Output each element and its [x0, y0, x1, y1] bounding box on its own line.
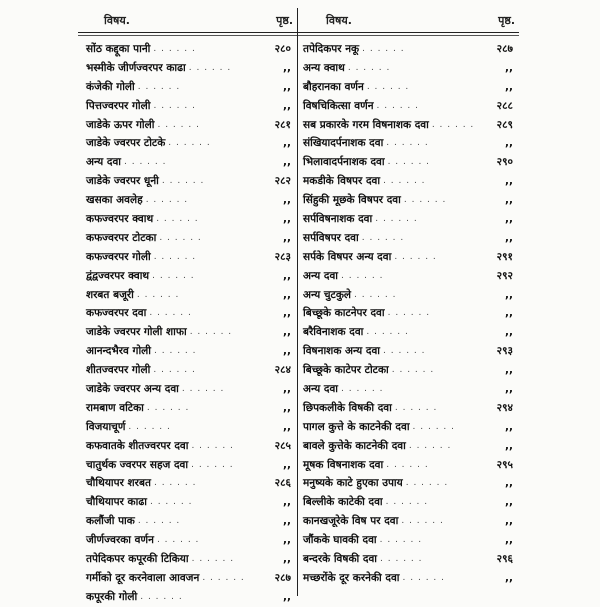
- entry-page-number: ,,: [283, 80, 291, 93]
- entry-title: रामबाण वटिका: [86, 401, 144, 414]
- leader-dots: . . . . . .: [380, 554, 423, 565]
- entry-title: कफज्वरपर गोली: [86, 250, 151, 263]
- entry-page-number: ,,: [505, 326, 513, 339]
- index-entry: [78, 512, 297, 531]
- right-page-header: पृष्ठ.: [498, 14, 515, 27]
- entry-title: बरैविनाशक दवा: [303, 326, 364, 339]
- index-entry: [78, 116, 297, 135]
- entry-title: बन्दरके विषकी दवा: [303, 553, 378, 566]
- index-entry: [300, 323, 519, 342]
- right-column: [300, 8, 519, 596]
- entry-page-number: ,,: [283, 194, 291, 207]
- entry-title: जीर्णज्वरका वर्णन: [86, 534, 154, 547]
- entry-title: भिलावादर्पनाशक दवा: [303, 156, 385, 169]
- entry-page-number: ,,: [505, 307, 513, 320]
- entry-title: तपेदिकपर नकू: [303, 42, 360, 55]
- leader-dots: . . . . . .: [386, 459, 429, 470]
- leader-dots: . . . . . .: [386, 138, 429, 149]
- index-entry: [300, 286, 519, 305]
- entry-page-number: ,,: [283, 345, 291, 358]
- leader-dots: . . . . . .: [161, 176, 205, 187]
- leader-dots: . . . . . .: [408, 440, 452, 451]
- entry-page-number: २८७: [496, 42, 513, 55]
- leader-dots: . . . . . .: [403, 195, 447, 206]
- entry-title: सर्पविषनाशक दवा: [303, 213, 373, 225]
- leader-dots: . . . . . .: [149, 497, 193, 508]
- leader-dots: . . . . . .: [156, 214, 199, 224]
- leader-dots: . . . . . .: [188, 62, 232, 73]
- entry-title: शरबत बजूरी: [86, 288, 134, 301]
- entry-page-number: ,,: [505, 364, 513, 377]
- index-entry: [78, 134, 297, 153]
- index-entry: [300, 267, 519, 286]
- index-entry: [300, 342, 519, 361]
- entry-page-number: ,,: [505, 231, 513, 244]
- index-entry: [78, 40, 297, 59]
- entry-title: पागल कुत्ते के काटनेकी दवा: [303, 420, 410, 433]
- entry-title: शीतज्वरपर गोली: [86, 364, 151, 377]
- index-entry: [300, 97, 519, 116]
- leader-dots: . . . . . .: [394, 251, 437, 262]
- leader-dots: . . . . . .: [354, 289, 397, 300]
- leader-dots: . . . . . .: [366, 81, 410, 92]
- entry-title: बौहरानका वर्णन: [303, 80, 364, 93]
- index-entry: [300, 361, 519, 380]
- entry-title: द्वंद्वज्वरपर क्वाथ: [86, 269, 150, 282]
- entry-page-number: २८६: [274, 477, 291, 490]
- index-entry: [300, 512, 519, 531]
- index-entry: [300, 134, 519, 153]
- entry-title: जौंकके घावकी दवा: [303, 534, 377, 547]
- entry-page-number: ,,: [283, 401, 291, 414]
- entry-page-number: ,,: [505, 439, 513, 452]
- leader-dots: . . . . . .: [383, 176, 426, 187]
- entry-page-number: २९०: [496, 156, 513, 169]
- entry-title: कानखजूरेके विष पर दवा: [303, 515, 399, 528]
- index-entry: [300, 153, 519, 172]
- index-entry: [78, 418, 297, 437]
- index-entry: [78, 59, 297, 78]
- entry-title: अन्य दवा: [303, 269, 338, 282]
- entry-title: सर्पके विषपर अन्य दवा: [303, 250, 392, 263]
- index-entry: [78, 569, 297, 588]
- column-divider: [297, 8, 298, 596]
- entry-title: बिच्छूके काटनेपर दवा: [303, 307, 385, 320]
- entry-page-number: ,,: [283, 307, 291, 320]
- entry-page-number: २८८: [496, 99, 513, 112]
- index-entry: [78, 78, 297, 97]
- leader-dots: . . . . . .: [394, 402, 438, 413]
- index-entry: [78, 304, 297, 323]
- entry-title: विषचिकित्सा वर्णन: [303, 99, 374, 112]
- entry-page-number: ,,: [283, 553, 291, 566]
- index-entry: [78, 588, 297, 607]
- leader-dots: . . . . . .: [191, 440, 234, 451]
- leader-dots: . . . . . .: [168, 138, 211, 149]
- left-subject-header: विषय.: [104, 14, 130, 27]
- entry-page-number: ,,: [505, 194, 513, 207]
- leader-dots: . . . . . .: [383, 346, 426, 357]
- entry-page-number: ,,: [283, 156, 291, 169]
- leader-dots: . . . . . .: [402, 572, 446, 583]
- leader-dots: . . . . . .: [189, 327, 233, 338]
- index-entry: [300, 531, 519, 550]
- index-entry: [78, 267, 297, 286]
- leader-dots: . . . . . .: [412, 421, 456, 432]
- leader-dots: . . . . . .: [145, 195, 189, 206]
- leader-dots: . . . . . .: [153, 251, 197, 262]
- entry-title: मनुष्यके काटे हुएका उपाय: [303, 477, 403, 490]
- entry-page-number: ,,: [505, 534, 513, 547]
- entry-page-number: ,,: [283, 590, 291, 603]
- entry-title: संखियादर्पनाशक दवा: [303, 137, 384, 150]
- entry-page-number: ,,: [283, 137, 291, 150]
- index-entry: [78, 474, 297, 493]
- entry-title: कफवातके शीतज्वरपर दवा: [86, 439, 189, 452]
- index-entry: [300, 229, 519, 248]
- entry-page-number: २९२: [496, 269, 513, 282]
- index-entry: [78, 380, 297, 399]
- entry-title: कपूरकी गोली: [86, 590, 138, 603]
- entry-title: कफज्वरपर क्वाथ: [86, 213, 154, 225]
- entry-page-number: ,,: [505, 496, 513, 509]
- leader-dots: . . . . . .: [153, 100, 196, 111]
- leader-dots: . . . . . .: [149, 308, 192, 319]
- entry-page-number: ,,: [283, 213, 291, 225]
- entry-page-number: २८९: [496, 118, 513, 131]
- index-page: [78, 8, 519, 603]
- index-entry: [300, 437, 519, 456]
- entry-page-number: ,,: [505, 383, 513, 396]
- entry-title: विजयाचूर्ण: [86, 420, 126, 433]
- entry-title: जाडेके ज्वरपर टोटके: [86, 137, 166, 150]
- leader-dots: . . . . . .: [431, 119, 475, 130]
- entry-page-number: २९३: [496, 345, 513, 358]
- entry-title: सोंठ कद्दूका पानी: [86, 42, 151, 55]
- entry-page-number: २८४: [274, 364, 291, 377]
- entry-page-number: २८०: [274, 42, 291, 55]
- entry-title: तपेदिकपर कपूरकी टिकिया: [86, 553, 189, 566]
- index-entry: [300, 380, 519, 399]
- entry-title: कंजेकी गोली: [86, 80, 135, 93]
- entry-page-number: ,,: [283, 231, 291, 244]
- entry-title: भस्मीके जीर्णज्वरपर काढा: [86, 61, 186, 74]
- entry-page-number: ,,: [283, 269, 291, 282]
- index-entry: [78, 399, 297, 418]
- index-entry: [300, 569, 519, 588]
- entry-title: जाडेके ज्वरपर गोली शाफा: [86, 326, 187, 339]
- index-entry: [78, 286, 297, 305]
- entry-title: चौथियापर शरबत: [86, 477, 151, 490]
- entry-title: गर्मीको दूर करनेवाला आवजन: [86, 571, 200, 584]
- leader-dots: . . . . . .: [387, 157, 431, 168]
- entry-title: मकडीके विषपर दवा: [303, 175, 381, 188]
- index-entry: [300, 550, 519, 569]
- entry-page-number: ,,: [505, 61, 513, 74]
- left-entries-list: [78, 40, 297, 607]
- entry-title: कफज्वरपर टोटका: [86, 231, 157, 244]
- entry-page-number: २८१: [274, 118, 291, 131]
- leader-dots: . . . . . .: [191, 554, 235, 565]
- index-entry: [300, 456, 519, 475]
- entry-page-number: ,,: [283, 288, 291, 301]
- leader-dots: . . . . . .: [153, 365, 196, 376]
- entry-title: अन्य दवा: [303, 383, 338, 396]
- leader-dots: . . . . . .: [124, 157, 167, 168]
- entry-title: कलौंजी पाक: [86, 515, 135, 528]
- index-entry: [300, 493, 519, 512]
- leader-dots: . . . . . .: [401, 516, 444, 527]
- entry-page-number: ,,: [283, 99, 291, 112]
- index-entry: [300, 78, 519, 97]
- entry-page-number: २८२: [274, 175, 291, 188]
- leader-dots: . . . . . .: [137, 81, 181, 92]
- leader-dots: . . . . . .: [153, 43, 196, 54]
- entry-page-number: २९१: [496, 250, 513, 263]
- leader-dots: . . . . . .: [128, 421, 171, 432]
- entry-title: चौथियापर काढा: [86, 496, 147, 509]
- entry-page-number: ,,: [283, 496, 291, 509]
- index-entry: [300, 399, 519, 418]
- entry-page-number: ,,: [505, 213, 513, 225]
- entry-page-number: २९४: [496, 401, 513, 414]
- entry-page-number: ,,: [505, 137, 513, 150]
- entry-page-number: ,,: [505, 515, 513, 528]
- entry-page-number: ,,: [505, 175, 513, 188]
- entry-title: बावले कुत्तेके काटनेकी दवा: [303, 439, 406, 452]
- leader-dots: . . . . . .: [191, 459, 234, 470]
- index-entry: [78, 229, 297, 248]
- leader-dots: . . . . . .: [385, 497, 429, 508]
- leader-dots: . . . . . .: [362, 43, 405, 54]
- leader-dots: . . . . . .: [361, 232, 405, 243]
- leader-dots: . . . . . .: [366, 327, 409, 338]
- index-entry: [300, 304, 519, 323]
- entry-title: जाडेके ज्वरपर अन्य दवा: [86, 383, 179, 396]
- entry-title: विषनाशक अन्य दवा: [303, 345, 381, 358]
- entry-title: जाडेके ऊपर गोली: [86, 118, 155, 131]
- entry-title: खसका अवलेह: [86, 194, 143, 207]
- index-entry: [78, 97, 297, 116]
- leader-dots: . . . . . .: [140, 591, 183, 602]
- right-entries-list: [300, 40, 519, 588]
- leader-dots: . . . . . .: [157, 119, 200, 130]
- index-entry: [300, 210, 519, 229]
- entry-title: बिल्लीके काटेकी दवा: [303, 496, 383, 509]
- entry-title: जाडेके ज्वरपर धूनी: [86, 175, 159, 188]
- leader-dots: . . . . . .: [202, 572, 245, 583]
- index-entry: [78, 456, 297, 475]
- index-entry: [78, 531, 297, 550]
- entry-title: सब प्रकारके गरम विषनाशक दवा: [303, 118, 429, 131]
- index-entry: [78, 437, 297, 456]
- leader-dots: . . . . . .: [136, 289, 180, 300]
- entry-page-number: २९६: [496, 553, 513, 566]
- leader-dots: . . . . . .: [379, 535, 423, 546]
- entry-page-number: २८७: [274, 571, 291, 584]
- leader-dots: . . . . . .: [159, 232, 202, 243]
- index-entry: [300, 40, 519, 59]
- index-entry: [300, 116, 519, 135]
- entry-title: मच्छरोंके दूर करनेकी दवा: [303, 571, 400, 584]
- leader-dots: . . . . . .: [156, 535, 200, 546]
- entry-title: अन्य क्वाथ: [303, 61, 345, 74]
- entry-page-number: ,,: [283, 515, 291, 528]
- leader-dots: . . . . . .: [375, 214, 418, 224]
- entry-page-number: ,,: [283, 61, 291, 74]
- entry-page-number: ,,: [283, 383, 291, 396]
- right-subject-header: विषय.: [326, 14, 352, 27]
- entry-page-number: ,,: [283, 326, 291, 339]
- index-entry: [300, 418, 519, 437]
- leader-dots: . . . . . .: [391, 365, 435, 376]
- leader-dots: . . . . . .: [341, 384, 384, 395]
- entry-page-number: २८५: [274, 439, 291, 452]
- index-entry: [78, 210, 297, 229]
- entry-page-number: ,,: [505, 420, 513, 433]
- index-entry: [300, 191, 519, 210]
- leader-dots: . . . . . .: [376, 100, 420, 111]
- leader-dots: . . . . . .: [154, 346, 197, 357]
- leader-dots: . . . . . .: [153, 478, 197, 489]
- entry-page-number: २८३: [274, 250, 291, 263]
- index-entry: [78, 342, 297, 361]
- index-entry: [78, 493, 297, 512]
- entry-page-number: ,,: [283, 534, 291, 547]
- entry-title: बिच्छूके काटेपर टोटका: [303, 364, 389, 377]
- entry-title: आनन्दभैरव गोली: [86, 345, 152, 358]
- leader-dots: . . . . . .: [405, 478, 449, 489]
- entry-title: पित्तज्वरपर गोली: [86, 99, 151, 112]
- leader-dots: . . . . . .: [146, 402, 190, 413]
- index-entry: [78, 361, 297, 380]
- leader-dots: . . . . . .: [152, 270, 195, 281]
- index-entry: [300, 474, 519, 493]
- index-entry: [300, 172, 519, 191]
- entry-title: कफज्वरपर दवा: [86, 307, 147, 320]
- entry-title: सिंहुकी मूछके विषपर दवा: [303, 194, 401, 207]
- entry-title: मूषक विषनाशक दवा: [303, 458, 384, 471]
- index-entry: [78, 191, 297, 210]
- entry-page-number: ,,: [283, 420, 291, 433]
- leader-dots: . . . . . .: [181, 384, 225, 395]
- index-entry: [78, 323, 297, 342]
- entry-title: सर्पविषपर दवा: [303, 231, 359, 244]
- entry-page-number: ,,: [505, 288, 513, 301]
- entry-page-number: ,,: [505, 477, 513, 490]
- index-entry: [300, 248, 519, 267]
- entry-page-number: ,,: [283, 458, 291, 471]
- entry-page-number: ,,: [505, 80, 513, 93]
- leader-dots: . . . . . .: [137, 516, 181, 527]
- entry-page-number: २९५: [496, 458, 513, 471]
- entry-title: अन्य चुटकुले: [303, 288, 352, 301]
- entry-title: छिपकलीके विषकी दवा: [303, 401, 392, 414]
- leader-dots: . . . . . .: [341, 270, 384, 281]
- index-entry: [78, 248, 297, 267]
- index-entry: [78, 172, 297, 191]
- entry-page-number: ,,: [505, 571, 513, 584]
- left-column: [78, 8, 297, 603]
- leader-dots: . . . . . .: [387, 308, 431, 319]
- entry-title: अन्य दवा: [86, 156, 121, 169]
- left-page-header: पृष्ठ.: [276, 14, 293, 27]
- entry-title: चातुर्थक ज्वरपर सहज दवा: [86, 458, 189, 471]
- index-entry: [78, 153, 297, 172]
- index-entry: [78, 550, 297, 569]
- index-entry: [300, 59, 519, 78]
- leader-dots: . . . . . .: [347, 62, 391, 73]
